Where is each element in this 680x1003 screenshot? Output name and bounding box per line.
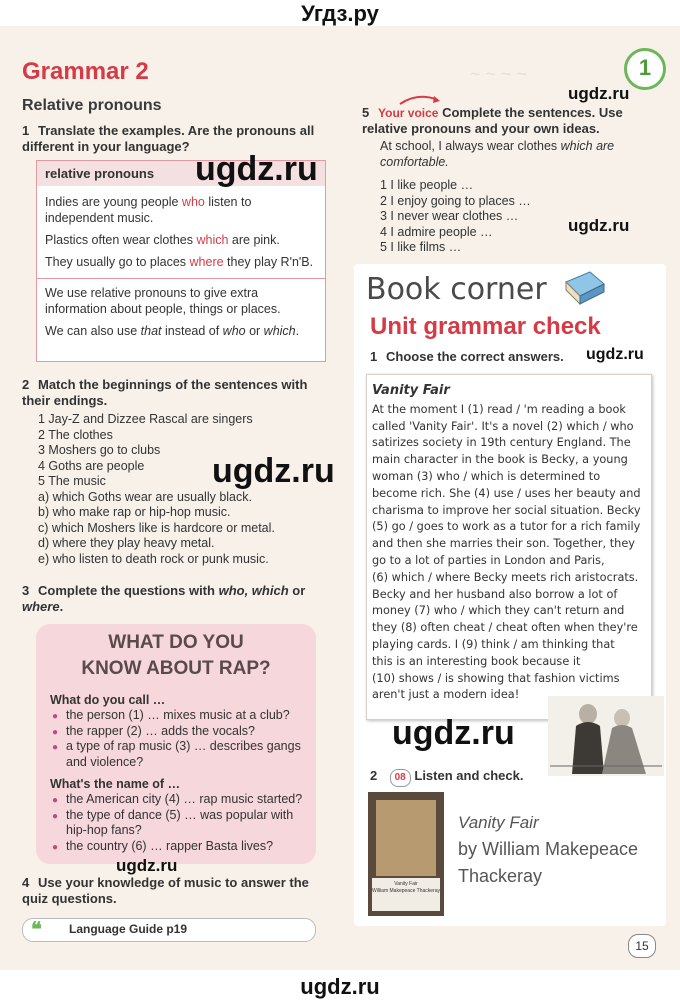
rap-quiz-box — [36, 624, 316, 864]
box-heading: relative pronouns — [37, 161, 325, 186]
example-3: They usually go to places where they play R'n'B. — [45, 255, 314, 269]
language-guide-bar[interactable] — [22, 918, 316, 942]
list-item: 1 Jay-Z and Dizzee Rascal are singers — [38, 412, 253, 426]
exercise-5-example: At school, I always wear clothes which are comfortable. — [380, 139, 615, 169]
book-corner-title: Book corner — [366, 272, 547, 307]
quiz-title-line-1: WHAT DO YOU — [108, 632, 244, 653]
story-line: money (7) who / which they can't return and — [372, 604, 625, 618]
story-line: become rich. She (4) use / uses her beauty and — [372, 486, 641, 500]
list-item: 4 I admire people … — [380, 224, 493, 239]
story-line: go to a lot of parties in London and Paris, — [372, 553, 605, 567]
quiz-question-heading: What's the name of … — [50, 777, 181, 791]
story-line: woman (3) who / which is determined to — [372, 469, 601, 483]
book-title: Vanity Fair — [458, 813, 539, 832]
story-line: and then she marries their son. Together, they — [372, 537, 635, 551]
rule-note-2: We can also use that instead of who or which. — [45, 324, 300, 338]
list-item: a) which Goths wear are usually black. — [38, 489, 252, 504]
example-2: Plastics often wear clothes which are pink. — [45, 233, 280, 247]
exercise-3: 3 Complete the questions with who, which or where. — [22, 583, 306, 614]
arrow-icon — [398, 92, 444, 106]
divider — [37, 278, 325, 279]
language-guide-link[interactable]: Language Guide p19 — [69, 922, 188, 936]
book-cover-image — [368, 792, 444, 916]
story-line: main character in the book is Becky, a young — [372, 453, 628, 467]
watermark: ugdz.ru — [212, 452, 335, 490]
example-1: Indies are young people who listen to independent music. — [45, 195, 252, 225]
section-heading: Relative pronouns — [22, 97, 162, 114]
list-item: 5 I like films … — [380, 240, 462, 254]
story-title: Vanity Fair — [372, 383, 450, 398]
book-author-line-1: by William Makepeace — [458, 839, 639, 859]
quiz-question-heading: What do you call … — [50, 693, 166, 707]
quiz-item: ● the American city (4) … rap music started? — [66, 792, 306, 808]
footer-watermark: ugdz.ru — [300, 974, 380, 999]
watermark: ugdz.ru — [392, 714, 515, 752]
story-box — [366, 374, 652, 720]
list-item: 1 I like people … — [380, 178, 474, 192]
page-number: 15 — [628, 934, 656, 958]
quiz-item: ● the type of dance (5) … was popular with hip-hop fans? — [66, 808, 306, 839]
story-line: called 'Vanity Fair'. It's a novel (2) which / who — [372, 419, 634, 433]
story-line: (10) shows / is showing that fashion victims — [372, 671, 620, 685]
book-icon — [560, 268, 608, 308]
story-line: charisma to improve her social situation. Becky — [372, 503, 641, 517]
watermark: ugdz.ru — [195, 150, 318, 188]
story-line: At the moment I (1) read / 'm reading a book — [372, 402, 626, 416]
quiz-title-line-2: KNOW ABOUT RAP? — [81, 658, 271, 679]
quote-icon: ❝ — [31, 919, 42, 941]
quiz-item: ● the person (1) … mixes music at a club? — [66, 708, 306, 724]
book-author-line-2: Thackeray — [458, 866, 543, 886]
list-item: b) who make rap or hip-hop music. — [38, 505, 231, 519]
exercise-number: 1 — [22, 123, 30, 138]
exercise-4: 4 Use your knowledge of music to answer the quiz questions. — [22, 875, 309, 906]
exercise-instruction: Translate the examples. Are the pronouns all different in your language? — [22, 123, 315, 154]
list-item: 3 Moshers go to clubs — [38, 443, 161, 457]
story-line: aren't just a modern idea! — [372, 688, 520, 702]
list-item: 5 The music — [38, 474, 106, 488]
exercise-listen: 2 08 Listen and check. — [370, 768, 660, 787]
list-item: c) which Moshers like is hardcore or metal. — [38, 520, 275, 535]
story-line: Becky and her husband also borrow a lot of — [372, 587, 618, 601]
list-item: 3 I never wear clothes … — [380, 209, 519, 223]
story-text — [372, 402, 656, 704]
watermark: ugdz.ru — [568, 84, 630, 103]
list-item: 2 I enjoy going to places … — [380, 193, 531, 208]
list-item: 4 Goths are people — [38, 458, 145, 473]
watermark: ugdz.ru — [586, 346, 644, 363]
audio-track-icon[interactable]: 08 — [390, 769, 411, 787]
watermark: ugdz.ru — [568, 216, 630, 235]
story-line: they (8) often cheat / cheat often when they're — [372, 621, 638, 635]
your-voice-label: Your voice — [378, 106, 439, 120]
rule-note-1: We use relative pronouns to give extra information about people, things or places. — [45, 286, 281, 316]
list-item: e) who listen to death rock or punk music. — [38, 551, 269, 566]
cover-painting — [376, 800, 436, 876]
exercise-choose: 1 Choose the correct answers. — [370, 349, 564, 364]
story-line: playing cards. I (9) think / am thinking that — [372, 637, 615, 651]
exercise-2: 2 Match the beginnings of the sentences with their endings. — [22, 377, 308, 408]
exercise-5: 5 Your voice Complete the sentences. Use relative pronouns and your own ideas. — [362, 105, 623, 136]
unit-grammar-check-title: Unit grammar check — [370, 313, 601, 340]
background-decoration: ~ ~ ~ ~ — [470, 64, 528, 84]
story-line: this is an interesting book because it — [372, 654, 581, 668]
list-item: 2 The clothes — [38, 427, 113, 442]
watermark: ugdz.ru — [116, 856, 178, 875]
list-item: d) where they play heavy metal. — [38, 536, 215, 550]
story-line: satirizes society in 19th century England. The — [372, 436, 631, 450]
cover-label: Vanity Fair William Makepeace Thackeray — [372, 878, 440, 911]
page-title: Grammar 2 — [22, 58, 149, 85]
quiz-item: ● the country (6) … rapper Basta lives? — [66, 839, 306, 855]
story-line: (5) go / goes to work as a tutor for a rich family — [372, 520, 641, 534]
illustration-couple — [548, 696, 664, 776]
unit-number-badge: 1 — [624, 48, 666, 90]
quiz-item: ● a type of rap music (3) … describes gangs and violence? — [66, 739, 306, 770]
relative-pronouns-box — [36, 160, 326, 362]
site-header-watermark: Угдз.ру — [301, 1, 379, 26]
story-line: (6) which / where Becky meets rich aristocrats. — [372, 570, 639, 584]
quiz-item: ● the rapper (2) … adds the vocals? — [66, 724, 306, 740]
